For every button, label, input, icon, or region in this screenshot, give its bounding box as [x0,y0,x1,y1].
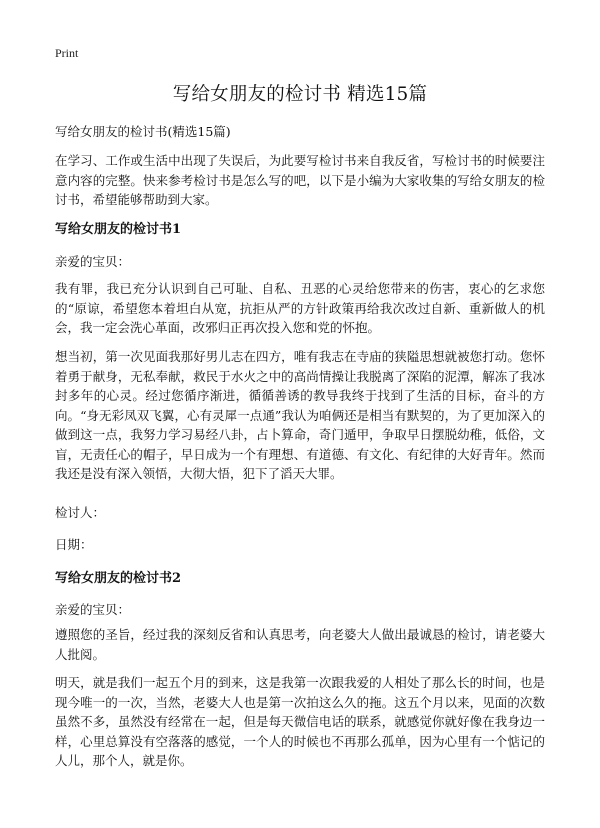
section1-heading: 写给女朋友的检讨书1 [55,222,182,237]
document-title: 写给女朋友的检讨书 精选15篇 [172,84,428,105]
section1-greeting: 亲爱的宝贝： [55,254,131,269]
section2-paragraph-2: 明天，就是我们一起五个月的到来，这是我第一次跟我爱的人相处了那么长的时间，也是现今唯一的一次，当然，老婆大人也是第一次拍这么久的拖。这五个月以来，见面的次数虽然不多，虽然没有经常在一起，但是每天微信电话的联系，就感觉你就好像在我身边一样，心里总算没有空落落的感觉，一个人的时候也不再那么孤单，因为心里有一个惦记的人儿，那个人，就是你。 [55,675,545,768]
section2-greeting: 亲爱的宝贝： [55,602,131,617]
section1-date: 日期： [55,537,93,552]
section1-signer: 检讨人： [55,505,106,520]
print-link[interactable]: Print [55,46,79,60]
section1-paragraph-1: 我有罪，我已充分认识到自己可耻、自私、丑恶的心灵给您带来的伤害，衷心的乞求您的“原谅，希望您本着坦白从宽，抗拒从严的方针政策再给我次改过自新、重新做人的机会，我一定会洗心革面，改邪归正再次投入您和党的怀抱。 [55,281,545,335]
section2-paragraph-1: 遵照您的圣旨，经过我的深刻反省和认真思考，向老婆大人做出最诚恳的检讨，请老婆大人批阅。 [55,627,545,662]
section2-heading: 写给女朋友的检讨书2 [55,571,182,586]
intro-paragraph: 在学习、工作或生活中出现了失误后，为此要写检讨书来自我反省，写检讨书的时候要注意内容的完整。快来参考检讨书是怎么写的吧，以下是小编为大家收集的写给女朋友的检讨书，希望能够帮助到大家。 [55,153,545,207]
section1-paragraph-2: 想当初，第一次见面我那好男儿志在四方，唯有我志在寺庙的狭隘思想就被您打动。您怀着勇于献身，无私奉献，救民于水火之中的高尚情操让我脱离了深陷的泥潭，解冻了我冰封多年的心灵。经过您循序渐进，循循善诱的教导我终于找到了生活的目标，奋斗的方向。“身无彩凤双飞翼，心有灵犀一点通”我认为咱俩还是相当有默契的，为了更加深入的做到这一点，我努力学习易经八卦，占卜算命，奇门遁甲，争取早日摆脱幼稚，低俗，文盲，无责任心的帽子，早日成为一个有理想、有道德、有文化、有纪律的大好青年。然而我还是没有深入领悟，大彻大悟，犯下了滔天大罪。 [55,349,545,481]
document-subtitle: 写给女朋友的检讨书(精选15篇) [55,124,231,139]
